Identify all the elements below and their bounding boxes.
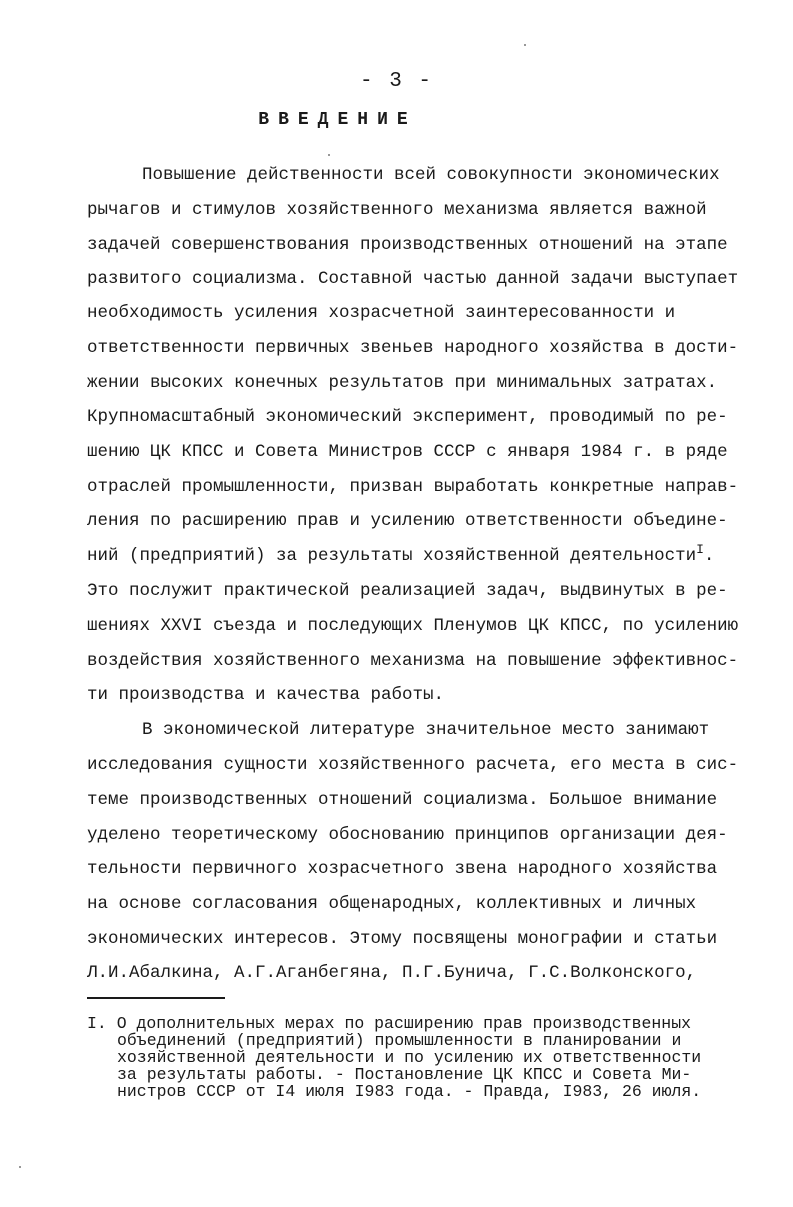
text-line: Повышение действенности всей совокупности экономических xyxy=(142,165,720,185)
scan-speck xyxy=(19,1166,21,1168)
text-line: жении высоких конечных результатов при минимальных затратах. xyxy=(87,373,718,393)
text-line: экономических интересов. Этому посвящены монографии и статьи xyxy=(87,929,718,949)
text-line: исследования сущности хозяйственного расчета, его места в сис- xyxy=(87,755,739,775)
text-line: рычагов и стимулов хозяйственного механизма является важной xyxy=(87,200,707,220)
text-line: ответственности первичных звеньев народного хозяйства в дости- xyxy=(87,338,739,358)
text-line: воздействия хозяйственного механизма на повышение эффективнос- xyxy=(87,651,739,671)
text-line: тельности первичного хозрасчетного звена народного хозяйства xyxy=(87,859,718,879)
text-line: Л.И.Абалкина, А.Г.Аганбегяна, П.Г.Бунича, Г.С.Волконского, xyxy=(87,963,697,983)
section-heading: ВВЕДЕНИЕ xyxy=(258,110,417,130)
text-line: уделено теоретическому обоснованию принципов организации дея- xyxy=(87,825,728,845)
text-line: Это послужит практической реализацией задач, выдвинутых в ре- xyxy=(87,581,728,601)
footnote-line: I. О дополнительных мерах по расширению прав производственных xyxy=(87,1014,691,1033)
footnote-line: за результаты работы. - Постановление ЦК КПСС и Совета Ми- xyxy=(117,1065,692,1084)
text-line: В экономической литературе значительное место занимают xyxy=(142,720,710,740)
text-line: необходимость усиления хозрасчетной заинтересованности и xyxy=(87,303,676,323)
text-line: шению ЦК КПСС и Совета Министров СССР с января 1984 г. в ряде xyxy=(87,442,728,462)
scan-speck xyxy=(328,154,330,156)
text-line: Крупномасштабный экономический эксперимент, проводимый по ре- xyxy=(87,407,728,427)
text-line: на основе согласования общенародных, коллективных и личных xyxy=(87,894,697,914)
footnote-line: хозяйственной деятельности и по усилению их ответственности xyxy=(117,1048,702,1067)
text-line: отраслей промышленности, призван выработать конкретные направ- xyxy=(87,477,739,497)
text-line: ления по расширению прав и усилению ответственности объедине- xyxy=(87,511,728,531)
footnote-reference-period: . xyxy=(703,546,715,566)
footnote-reference: I xyxy=(696,542,704,558)
page-number: - 3 - xyxy=(359,70,433,93)
footnote-line: нистров СССР от I4 июля I983 года. - Правда, I983, 26 июля. xyxy=(117,1082,702,1101)
text-line xyxy=(87,542,715,567)
text-line: ти производства и качества работы. xyxy=(87,685,445,705)
text-line: задачей совершенствования производственных отношений на этапе xyxy=(87,235,728,255)
text-line-content: ний (предприятий) за результаты хозяйственной деятельности xyxy=(87,546,697,566)
scan-speck xyxy=(524,44,526,46)
footnote-line: объединений (предприятий) промышленности в планировании и xyxy=(117,1031,682,1050)
footnote-divider xyxy=(87,997,225,999)
text-line: теме производственных отношений социализма. Большое внимание xyxy=(87,790,718,810)
text-line: шениях XXVI съезда и последующих Пленумов ЦК КПСС, по усилению xyxy=(87,616,739,636)
text-line: развитого социализма. Составной частью данной задачи выступает xyxy=(87,269,739,289)
